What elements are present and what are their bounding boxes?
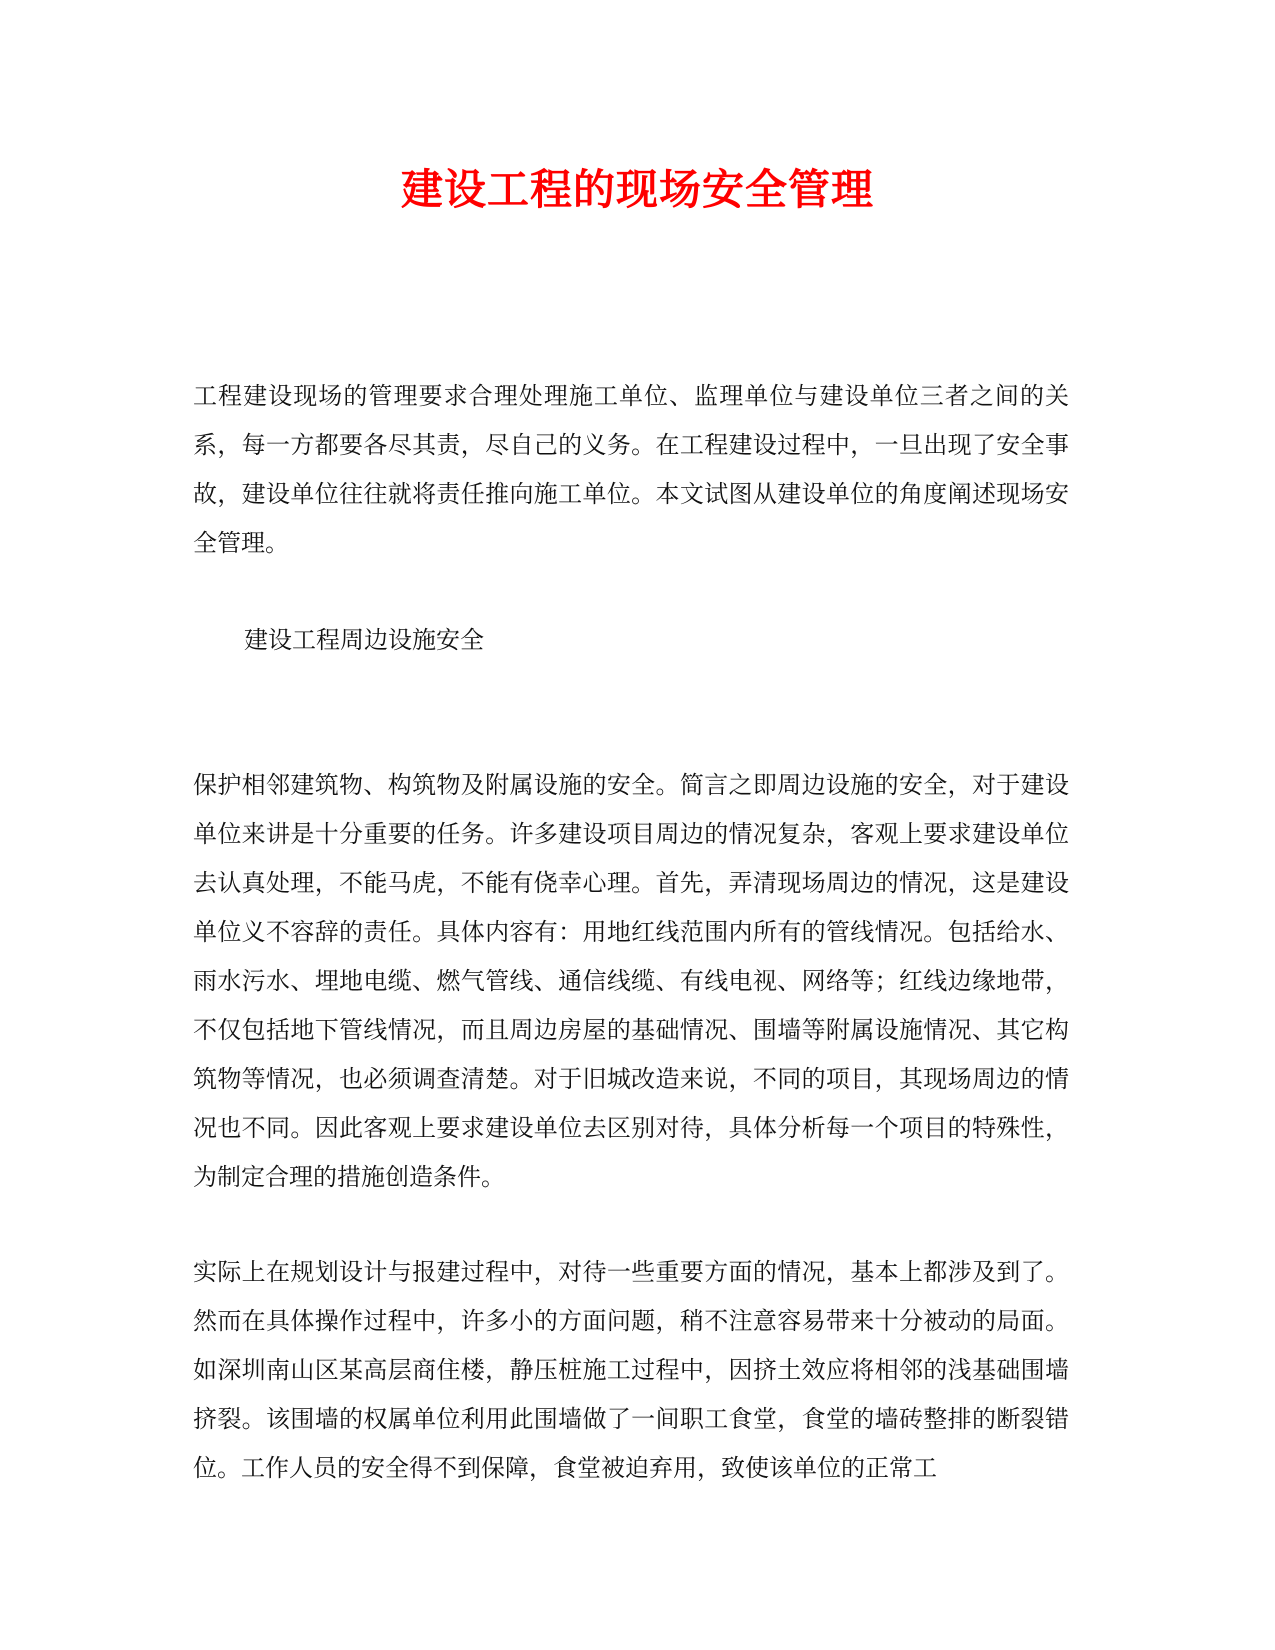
section-heading: 建设工程周边设施安全 <box>244 626 484 654</box>
body-paragraph: 实际上在规划设计与报建过程中，对待一些重要方面的情况，基本上都涉及到了。然而在具体操作过程中，许多小的方面问题，稍不注意容易带来十分被动的局面。如深圳南山区某高层商住楼，静压桩施工过程中，因挤土效应将相邻的浅基础围墙挤裂。该围墙的权属单位利用此围墙做了一间职工食堂，食堂的墙砖整排的断裂错位。工作人员的安全得不到保障，食堂被迫弃用，致使该单位的正常工 <box>193 1258 1069 1482</box>
intro-paragraph: 工程建设现场的管理要求合理处理施工单位、监理单位与建设单位三者之间的关系，每一方都要各尽其责，尽自己的义务。在工程建设过程中，一旦出现了安全事故，建设单位往往就将责任推向施工单位。本文试图从建设单位的角度阐述现场安全管理。 <box>193 382 1069 557</box>
document-title: 建设工程的现场安全管理 <box>400 165 874 214</box>
body-paragraph: 保护相邻建筑物、构筑物及附属设施的安全。简言之即周边设施的安全，对于建设单位来讲是十分重要的任务。许多建设项目周边的情况复杂，客观上要求建设单位去认真处理，不能马虎，不能有侥幸心理。首先，弄清现场周边的情况，这是建设单位义不容辞的责任。具体内容有：用地红线范围内所有的管线情况。包括给水、雨水污水、埋地电缆、燃气管线、通信线缆、有线电视、网络等；红线边缘地带，不仅包括地下管线情况，而且周边房屋的基础情况、围墙等附属设施情况、其它构筑物等情况，也必须调查清楚。对于旧城改造来说，不同的项目，其现场周边的情况也不同。因此客观上要求建设单位去区别对待，具体分析每一个项目的特殊性，为制定合理的措施创造条件。 <box>193 771 1069 1191</box>
